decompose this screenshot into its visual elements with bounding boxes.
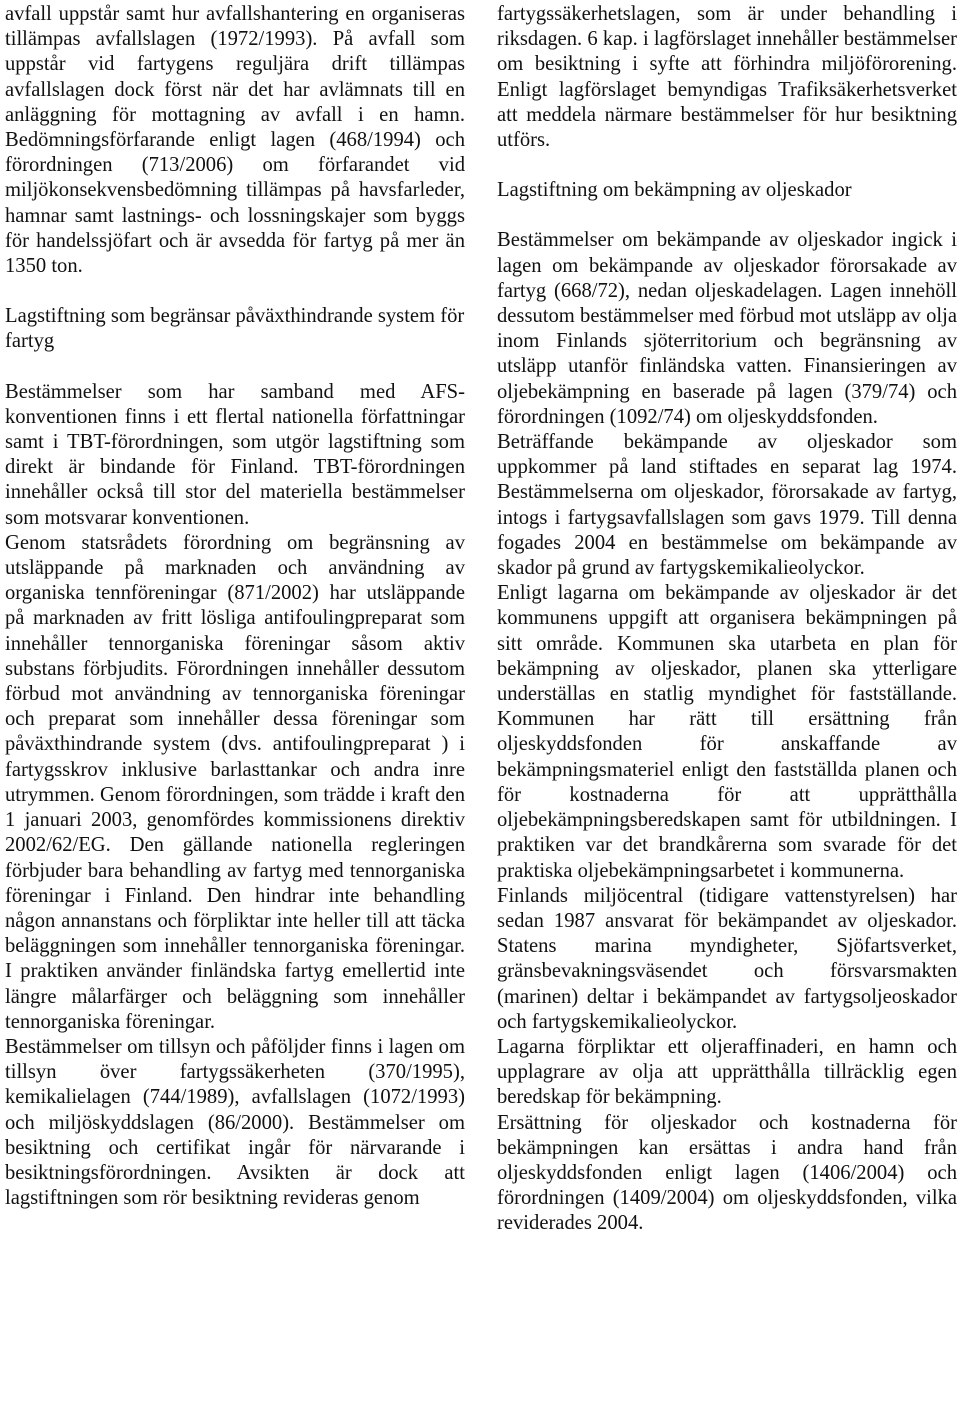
left-heading-antifouling: Lagstiftning som begränsar påväxthindrande system för fartyg [5,305,465,353]
left-column [5,2,465,1211]
right-column [497,2,957,1237]
left-paragraph-1: avfall uppstår samt hur avfallshantering en organiseras tillämpas avfallslagen (1972/1993). På avfall som uppstår vid fartygens reguljära drift tillämpas avfallslagen dock först när det har avlämnats till en anläggning för mottagning av avfall i en hamn. Bedömningsförfarande enligt lagen (468/1994) och förordningen (713/2006) om förfarandet vid miljökonsekvensbedömning tillämpas på havsfarleder, hamnar samt lastnings- och lossningskajer som byggs för handelssjöfart och är avsedda för fartyg på mer än 1350 ton. [5,3,465,278]
right-paragraph-2: Bestämmelser om bekämpande av oljeskador ingick i lagen om bekämpande av oljeskador förorsakade av fartyg (668/72), nedan oljeskadelagen. Lagen innehöll dessutom bestämmelser med förbud mot utsläpp av olja inom Finlands sjöterritorium och begränsning av utsläpp utanför finländska vatten. Finansieringen av oljebekämpning en baserade på lagen (379/74) och förordningen (1092/74) om oljeskyddsfonden. [497,229,957,428]
right-paragraph-3: Beträffande bekämpande av oljeskador som uppkommer på land stiftades en separat lag 1974. Bestämmelserna om oljeskador, förorsakade av fartyg, intogs i fartygsavfallslagen som gavs 1979. Till denna fogades 2004 en bestämmelse om bekämpande av skador på grund av fartygskemikalieolyckor. [497,431,957,580]
right-paragraph-5: Finlands miljöcentral (tidigare vattenstyrelsen) har sedan 1987 ansvarat för bekämpandet av oljeskador. Statens marina myndigheter, Sjöfartsverket, gränsbevakningsväsendet och försvarsmakten (marinen) deltar i bekämpandet av fartygsoljeoskador och fartygskemikalieolyckor. [497,884,957,1033]
left-paragraph-3: Genom statsrådets förordning om begränsning av utsläppande på marknaden och användning av organiska tennföreningar (871/2002) har utsläppande på marknaden av fritt lösliga antifoulingpreparat som innehåller tennorganiska föreningar såsom aktiv substans förbjudits. Förordningen innehåller dessutom förbud mot användning av tennorganiska föreningar och preparat som innehåller dessa föreningar som påväxthindrande system (dvs. antifoulingpreparat ) i fartygsskrov inklusive barlasttankar och andra inre utrymmen. Genom förordningen, som trädde i kraft den 1 januari 2003, genomfördes kommissionens direktiv 2002/62/EG. Den gällande nationella regleringen förbjuder bara behandling av fartyg med tennorganiska föreningar i Finland. Den hindrar inte behandling någon annanstans och förpliktar inte heller till att täcka beläggningen som innehåller tennorganiska föreningar. I praktiken använder finländska fartyg emellertid inte längre målarfärger och beläggning som innehåller tennorganiska föreningar. [5,531,465,1033]
right-heading-oil-damage: Lagstiftning om bekämpning av oljeskador [497,179,852,202]
right-paragraph-6: Lagarna förpliktar ett oljeraffinaderi, en hamn och upplagrare av olja att upprätthålla tillräcklig egen beredskap för bekämpning. [497,1035,957,1109]
right-paragraph-7: Ersättning för oljeskador och kostnaderna för bekämpningen kan ersättas i andra hand från oljeskyddsfonden enligt lagen (1406/2004) och förordningen (1409/2004) om oljeskyddsfonden, vilka reviderades 2004. [497,1111,957,1235]
right-paragraph-1: fartygssäkerhetslagen, som är under behandling i riksdagen. 6 kap. i lagförslaget innehåller bestämmelser om besiktning i syfte att förhindra miljöförorening. Enligt lagförslaget bemyndigas Trafiksäkerhetsverket att meddela närmare bestämmelser för hur besiktning utförs. [497,3,957,152]
left-paragraph-4: Bestämmelser om tillsyn och påföljder finns i lagen om tillsyn över fartygssäkerheten (370/1995), kemikalielagen (744/1989), avfallslagen (1072/1993) och miljöskyddslagen (86/2000). Bestämmelser om besiktning och certifikat ingår för närvarande i besiktningsförordningen. Avsikten är dock att lagstiftningen som rör besiktning revideras genom [5,1035,465,1210]
left-paragraph-2: Bestämmelser som har samband med AFS-konventionen finns i ett flertal nationella författningar samt i TBT-förordningen, som utgör lagstiftning som direkt är bindande för Finland. TBT-förordningen innehåller också till stor del materiella bestämmelser som motsvarar konventionen. [5,380,465,529]
right-paragraph-4: Enligt lagarna om bekämpande av oljeskador är det kommunens uppgift att organisera bekämpningen på sitt område. Kommunen ska utarbeta en plan för bekämpning av oljeskador, planen ska ytterligare underställas en statlig myndighet för fastställande. Kommunen har rätt till ersättning från oljeskyddsfonden för anskaffande av bekämpningsmateriel enligt den fastställda planen och för kostnaderna för att upprätthålla oljebekämpningsberedskapen samt för utbildningen. I praktiken var det brandkårerna som svarade för det praktiska oljebekämpningsarbetet i kommunerna. [497,582,957,882]
